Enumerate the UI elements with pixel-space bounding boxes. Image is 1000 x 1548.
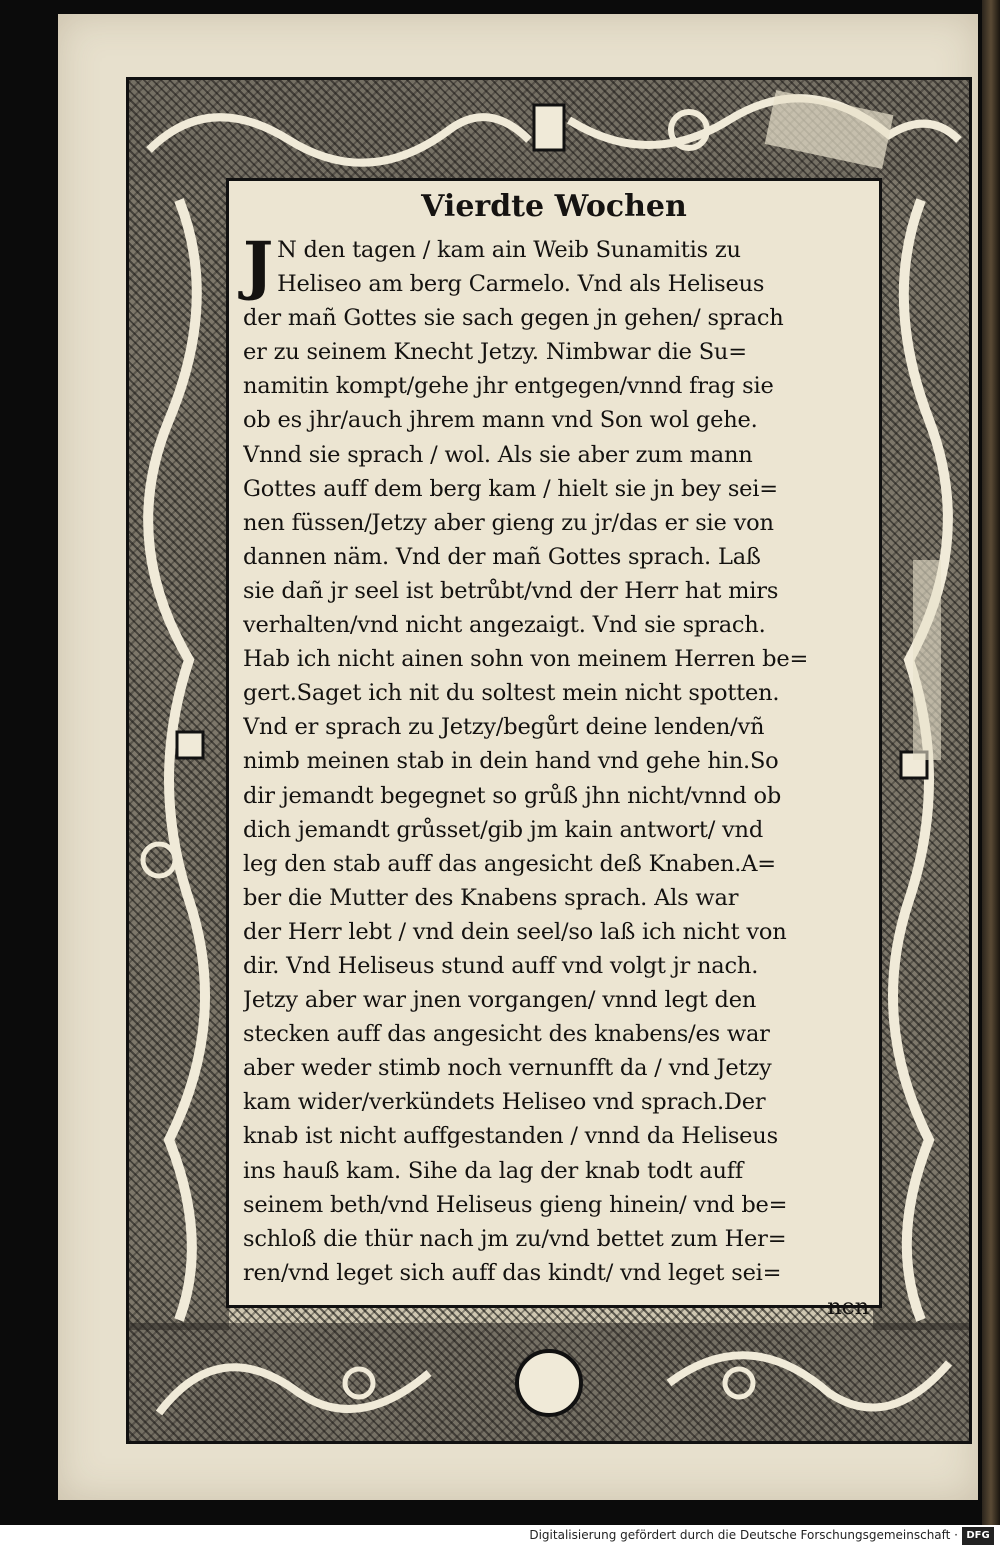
- footer-bar: [0, 1525, 1000, 1548]
- text-line: kam wider/verkündets Heliseo vnd sprach.Der: [243, 1089, 766, 1116]
- text-line: Vnnd sie sprach / wol. Als sie aber zum mann: [243, 441, 753, 468]
- digitization-credit: Digitalisierung gefördert durch die Deutsche Forschungsgemeinschaft ·: [529, 1528, 958, 1542]
- text-line: verhalten/vnd nicht angezaigt. Vnd sie sprach.: [243, 612, 766, 639]
- text-line: namitin kompt/gehe jhr entgegen/vnnd frag sie: [243, 373, 774, 400]
- text-line: dich jemandt grůsset/gib jm kain antwort/ vnd: [243, 816, 764, 843]
- text-line: Heliseo am berg Carmelo. Vnd als Heliseus: [277, 271, 765, 298]
- left-ornament: [129, 180, 229, 1330]
- text-line: Hab ich nicht ainen sohn von meinem Herren be=: [243, 646, 809, 673]
- text-line: der mañ Gottes sie sach gegen jn gehen/ sprach: [243, 305, 784, 332]
- text-line: ins hauß kam. Sihe da lag der knab todt auff: [243, 1157, 744, 1184]
- text-line: stecken auff das angesicht des knabens/es war: [243, 1021, 770, 1048]
- top-ornament: [129, 80, 969, 180]
- text-line: ren/vnd leget sich auff das kindt/ vnd leget sei=: [243, 1259, 782, 1286]
- text-line: ob es jhr/auch jhrem mann vnd Son wol gehe.: [243, 407, 758, 434]
- drop-capital: J: [243, 228, 274, 303]
- text-line: er zu seinem Knecht Jetzy. Nimbwar die Su=: [243, 339, 747, 366]
- text-line: schloß die thür nach jm zu/vnd bettet zum Her=: [243, 1225, 787, 1252]
- text-panel: [226, 178, 882, 1320]
- bottom-ornament: [129, 1323, 969, 1441]
- text-line: leg den stab auff das angesicht deß Knaben.A=: [243, 850, 776, 877]
- text-line: dannen näm. Vnd der mañ Gottes sprach. Laß: [243, 543, 761, 570]
- dfg-logo: DFG: [962, 1527, 994, 1545]
- text-line: dir jemandt begegnet so grůß jhn nicht/vnnd ob: [243, 782, 782, 809]
- text-line: gert.Saget ich nit du soltest mein nicht spotten.: [243, 680, 780, 707]
- text-line: der Herr lebt / vnd dein seel/so laß ich nicht von: [243, 918, 787, 945]
- page-heading: Vierdte Wochen: [421, 189, 687, 224]
- right-ornament: [873, 180, 969, 1330]
- text-line: Gottes auff dem berg kam / hielt sie jn bey sei=: [243, 475, 778, 502]
- text-line: nen füssen/Jetzy aber gieng zu jr/das er sie von: [243, 509, 774, 536]
- book-spine: [982, 0, 1000, 1525]
- catchword: nen: [827, 1293, 869, 1320]
- text-line: seinem beth/vnd Heliseus gieng hinein/ vnd be=: [243, 1191, 788, 1218]
- text-line: aber weder stimb noch vernunfft da / vnd Jetzy: [243, 1055, 772, 1082]
- text-line: Vnd er sprach zu Jetzy/begůrt deine lenden/vñ: [243, 714, 765, 741]
- text-line: N den tagen / kam ain Weib Sunamitis zu: [277, 237, 741, 263]
- text-line: nimb meinen stab in dein hand vnd gehe hin.So: [243, 748, 779, 775]
- body-text: [243, 228, 869, 1324]
- text-line: Jetzy aber war jnen vorgangen/ vnnd legt den: [243, 987, 757, 1014]
- text-line: sie dañ jr seel ist betrůbt/vnd der Herr hat mirs: [243, 577, 779, 604]
- text-line: knab ist nicht auffgestanden / vnnd da Heliseus: [243, 1123, 778, 1150]
- text-line: dir. Vnd Heliseus stund auff vnd volgt jr nach.: [243, 952, 759, 979]
- text-line: ber die Mutter des Knabens sprach. Als war: [243, 884, 739, 911]
